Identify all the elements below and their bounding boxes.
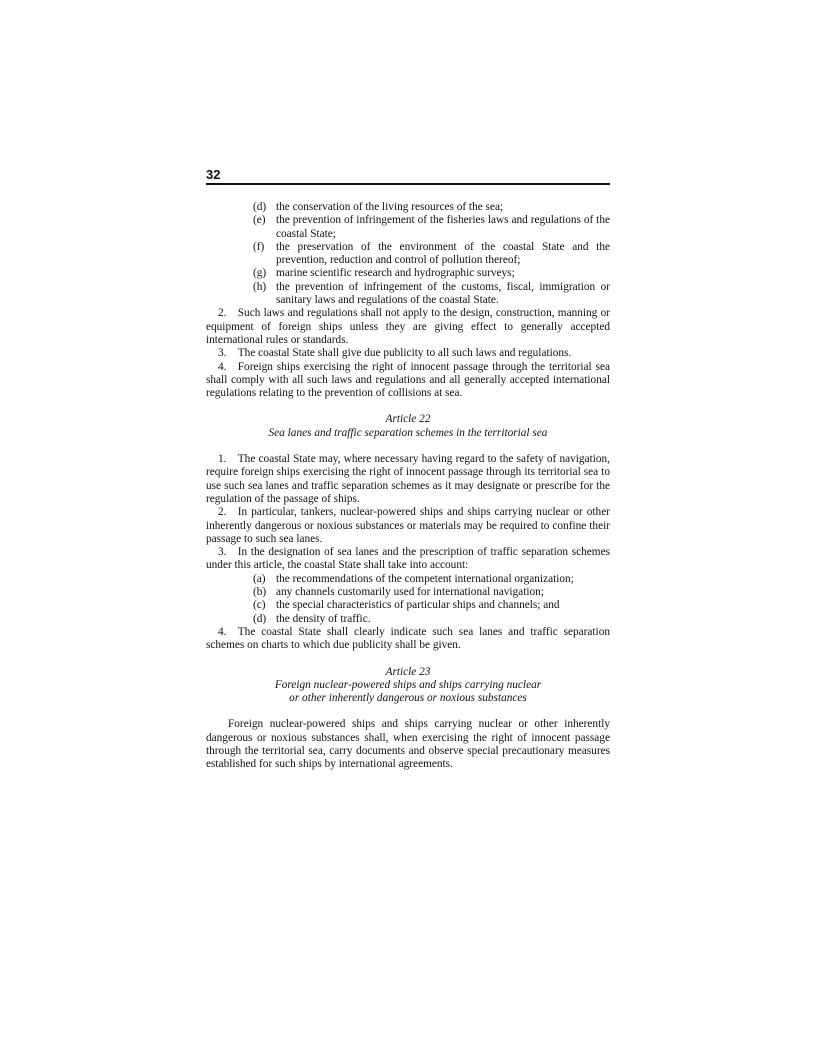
item-label: (h) — [253, 280, 267, 293]
item-label: (g) — [253, 267, 267, 280]
item-text: the density of traffic. — [276, 612, 371, 625]
item-label: (a) — [253, 572, 266, 585]
article-title: Article 22 — [385, 413, 431, 426]
article-subtitle: or other inherently dangerous or noxious substances — [289, 692, 527, 705]
item-label: (e) — [253, 214, 266, 227]
page-header — [206, 168, 610, 185]
list-item — [206, 599, 610, 612]
list-item — [206, 613, 610, 626]
paragraph: 3. In the designation of sea lanes and the prescription of traffic separation schemes under this article, the coastal State shall take into account: — [206, 546, 610, 572]
item-text: marine scientific research and hydrographic surveys; — [276, 267, 515, 280]
list-item — [206, 214, 610, 241]
page-number: 32 — [206, 167, 221, 182]
list-item — [206, 573, 610, 586]
item-text: the prevention of infringement of the customs, fiscal, immigration or sanitary laws and regulations of the coastal State. — [276, 280, 610, 307]
paragraph: 2. In particular, tankers, nuclear-powered ships and ships carrying nuclear or other inherently dangerous or noxious substances or materials may be required to confine their passage to such sea lanes. — [206, 506, 610, 545]
item-label: (c) — [253, 599, 266, 612]
item-text: the prevention of infringement of the fisheries laws and regulations of the coastal State; — [276, 214, 610, 240]
article-subtitle: Sea lanes and traffic separation schemes in the territorial sea — [268, 426, 548, 439]
paragraph: 4. The coastal State shall clearly indicate such sea lanes and traffic separation schemes on charts to which due publicity shall be given. — [206, 625, 610, 652]
list-item — [206, 586, 610, 599]
article-22-items — [206, 573, 610, 626]
item-text: the conservation of the living resources of the sea; — [276, 201, 504, 213]
list-item — [206, 241, 610, 268]
paragraph: Foreign nuclear-powered ships and ships carrying nuclear or other inherently dangerous or noxious substances shall, when exercising the right of innocent passage through the territorial sea, carry documents and observe special precautionary measures established for such ships by international agreements. — [206, 718, 610, 771]
article-title: Article 23 — [385, 665, 431, 678]
list-item — [206, 201, 610, 214]
article-21-items — [206, 201, 610, 307]
article-subtitle: Foreign nuclear-powered ships and ships carrying nuclear — [274, 678, 542, 691]
article-22-heading — [206, 413, 610, 440]
list-item — [206, 267, 610, 280]
item-text: the special characteristics of particular ships and channels; and — [276, 599, 560, 612]
paragraph: 2. Such laws and regulations shall not apply to the design, construction, manning or equipment of foreign ships unless they are giving effect to generally accepted international rules or standards. — [206, 307, 610, 346]
paragraph: 4. Foreign ships exercising the right of innocent passage through the territorial sea shall comply with all such laws and regulations and all generally accepted international regulations relating to the prevention of collisions at sea. — [206, 360, 610, 400]
list-item — [206, 281, 610, 308]
article-23-heading — [206, 666, 610, 706]
item-label: (d) — [253, 612, 267, 625]
item-text: any channels customarily used for international navigation; — [276, 586, 544, 599]
document-page — [206, 168, 610, 772]
item-label: (f) — [253, 240, 265, 253]
item-text: the recommendations of the competent international organization; — [276, 572, 574, 585]
paragraph: 3. The coastal State shall give due publicity to all such laws and regulations. — [218, 347, 572, 360]
item-label: (b) — [253, 586, 267, 599]
item-label: (d) — [253, 201, 267, 213]
item-text: the preservation of the environment of the coastal State and the prevention, reduction and control of pollution thereof; — [276, 240, 610, 267]
paragraph: 1. The coastal State may, where necessary having regard to the safety of navigation, require foreign ships exercising the right of innocent passage through its territorial sea to use such sea lanes and traffic separation schemes as it may designate or prescribe for the regulation of the passage of ships. — [206, 453, 610, 505]
